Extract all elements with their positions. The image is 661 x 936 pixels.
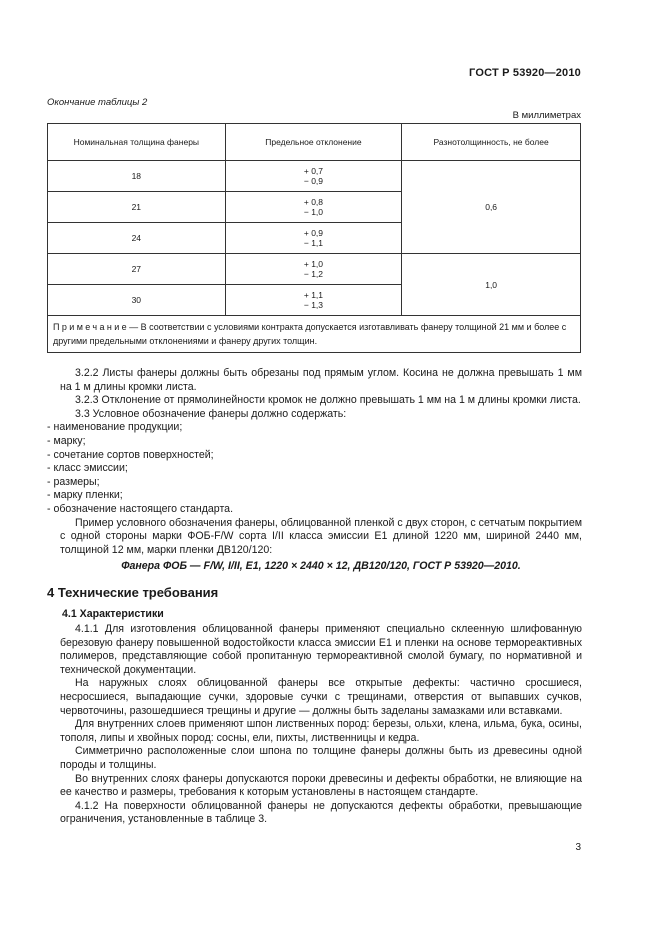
inner-layers-paragraph: Для внутренних слоев применяют шпон лиственных пород: березы, ольхи, клена, ильма, бука, осины, тополя, липы и хвойных пород: сосны, ели, пихты, лиственницы и кедра.: [60, 718, 582, 744]
deviation-minus: − 1,0: [303, 207, 324, 217]
list-item: - размеры;: [47, 475, 100, 488]
deviation-cell: [225, 161, 402, 192]
clause-3-3: 3.3 Условное обозначение фанеры должно содержать:: [75, 407, 347, 420]
page-number: 3: [575, 842, 581, 853]
deviation-minus: − 1,2: [303, 269, 324, 279]
table-row: [48, 254, 581, 285]
deviation-cell: [225, 223, 402, 254]
body-text: [47, 367, 582, 827]
standard-code: ГОСТ Р 53920—2010: [469, 67, 581, 79]
section-4-heading: 4 Технические требования: [47, 584, 219, 600]
table-note: [48, 316, 581, 353]
deviation-cell: [225, 285, 402, 316]
clause-3-2-3: 3.2.3 Отклонение от прямолинейности кромок не должно превышать 1 мм на 1 м длины кромки листа.: [75, 394, 581, 407]
deviation-cell: [225, 254, 402, 285]
thickness-cell: 21: [48, 192, 226, 223]
table-note-row: [48, 316, 581, 353]
deviation-cell: [225, 192, 402, 223]
table-continuation-caption: Окончание таблицы 2: [47, 97, 148, 108]
table-units: В миллиметрах: [512, 110, 581, 121]
deviation-plus: + 0,7: [303, 166, 324, 176]
variance-cell: 0,6: [402, 161, 581, 254]
list-item: - марку;: [47, 434, 86, 447]
deviation-minus: − 1,1: [303, 238, 324, 248]
deviation-plus: + 1,1: [303, 290, 324, 300]
table-row: [48, 161, 581, 192]
subsection-4-1-heading: 4.1 Характеристики: [62, 607, 164, 620]
symmetry-paragraph: Симметрично расположенные слои шпона по толщине фанеры должны быть из древесины одной породы и толщины.: [60, 745, 582, 772]
deviation-plus: + 0,9: [303, 228, 324, 238]
thickness-cell: 27: [48, 254, 226, 285]
list-item: - наименование продукции;: [47, 421, 183, 434]
col-header-deviation: Предельное отклонение: [225, 124, 402, 161]
clause-3-2-2: 3.2.2 Листы фанеры должны быть обрезаны под прямым углом. Косина не должна превышать 1 мм на 1 м длины кромки листа.: [60, 367, 582, 393]
clause-4-1-2: 4.1.2 На поверхности облицованной фанеры не допускаются дефекты обработки, превышающие ограничения, установленные в таблице 3.: [60, 799, 582, 826]
thickness-cell: 24: [48, 223, 226, 254]
outer-layers-paragraph: На наружных слоях облицованной фанеры все открытые дефекты: частично сросшиеся, несросшиеся, выпадающие сучки, здоровые сучки с трещинами, отверстия от выпавших сучков, червоточины, разошедшиеся трещины и другие — должны быть заделаны замазками или вставками.: [60, 677, 582, 717]
thickness-table: [47, 123, 581, 353]
clause-4-1-1: 4.1.1 Для изготовления облицованной фанеры применяют специально склеенную шлифованную березовую фанеру повышенной водостойкости класса эмиссии Е1 и пленки на основе термореактивных полимеров, представляющие собой пропитанную термореактивной смолой бумагу, по нормативной и технической документации.: [60, 623, 582, 676]
list-item: - марку пленки;: [47, 489, 123, 502]
list-item: - сочетание сортов поверхностей;: [47, 448, 214, 461]
deviation-plus: + 1,0: [303, 259, 324, 269]
variance-cell: 1,0: [402, 254, 581, 316]
thickness-cell: 18: [48, 161, 226, 192]
note-label: Примечание: [53, 322, 130, 332]
col-header-thickness: Номинальная толщина фанеры: [48, 124, 226, 161]
thickness-cell: 30: [48, 285, 226, 316]
example-paragraph: Пример условного обозначения фанеры, облицованной пленкой с двух сторон, с сетчатым покрытием с одной стороны марки ФОБ-F/W сорта I/II класса эмиссии Е1 длиной 1220 мм, шириной 2440 мм, толщиной 12 мм, марки пленки ДВ120/120:: [60, 516, 582, 556]
inner-defects-paragraph: Во внутренних слоях фанеры допускаются пороки древесины и дефекты обработки, не влияющие на ее качество и размеры, требования к которым установлены в настоящем стандарте.: [60, 772, 582, 799]
example-designation: Фанера ФОБ — F/W, I/II, Е1, 1220 × 2440 × 12, ДВ120/120, ГОСТ Р 53920—2010.: [121, 560, 521, 573]
deviation-minus: − 1,3: [303, 300, 324, 310]
note-text: — В соответствии с условиями контракта допускается изготавливать фанеру толщиной 21 мм и более с другими предельными отклонениями и фанеру других толщин.: [53, 322, 567, 346]
deviation-plus: + 0,8: [303, 197, 324, 207]
table-header-row: [48, 124, 581, 161]
col-header-variance: Разнотолщинность, не более: [402, 124, 581, 161]
deviation-minus: − 0,9: [303, 176, 324, 186]
list-item: - обозначение настоящего стандарта.: [47, 502, 234, 515]
list-item: - класс эмиссии;: [47, 462, 128, 475]
